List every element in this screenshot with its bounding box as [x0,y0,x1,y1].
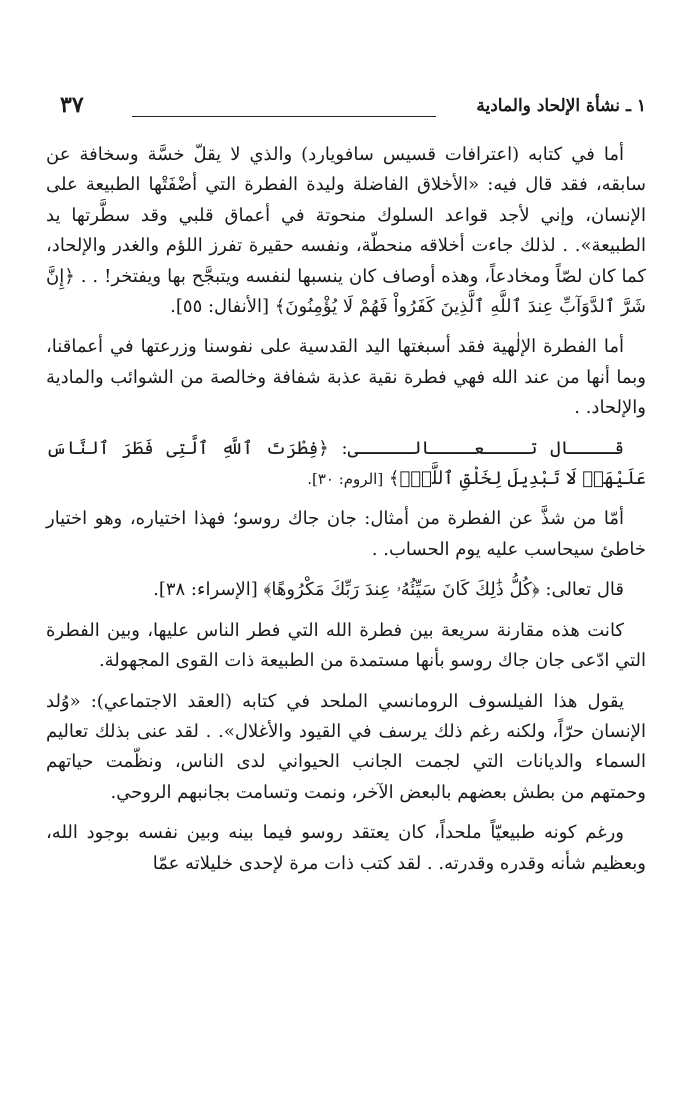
text-line: أما الفطرة الإلٰهية فقد أسبغتها اليد القدسية على نفوسنا وزرعتها في [109,336,624,358]
header-rule [132,116,436,117]
text-line: على الإنسان، وإني لأجد قواعد السلوك منحوتة في أعماق قلبي وقد سطَّرتها [46,174,646,226]
text-line: بذلك تعاليم السماء والديانات التي لجمت الجانب الحيواني لدى الناس، [46,720,646,773]
text-line: يقول هذا الفيلسوف الرومانسي الملحد في كتابه (العقد الاجتماعي): [90,690,624,712]
paragraph [46,332,646,423]
text-line: كانت هذه مقارنة سريعة بين فطرة الله التي فطر الناس عليها، وبين الفطرة [46,619,624,641]
text-line: عن سابقه، فقد قال فيه: «الأخلاق الفاضلة وليدة الفطرة التي أضْفَتْها الطبيعة [46,144,646,196]
page-header [60,92,646,122]
page-body [46,140,646,879]
quran-verse-line: قال تعالى: ﴿كُلُّ ذَٰلِكَ كَانَ سَيِّئُهُۥ عِندَ رَبِّكَ مَكْرُوهًا﴾ [الإسراء: ٣٨]. [153,579,624,601]
text-line: بجانبهم الروحي. [110,781,230,803]
text-line: أعماقنا، وبما أنها من عند الله فهي فطرة نقية عذبة شفافة وخالصة من الشوائب [46,336,646,388]
text-line: الله، وبعظيم شأنه وقدره وقدرته. . لقد كتب ذات مرة لإحدى خليلاته عمّا [46,822,646,874]
running-title: ١ ـ نشأة الإلحاد والمادية [476,96,646,116]
quran-verse-line: قــــال تــــعــــالـــــى: ﴿فِطْرَتَ ٱللَّهِ ٱلَّتِى فَطَرَ ٱلنَّاسَ عَلَيْهَاۚ لَا تَبْدِيلَ لِخَلْقِ ٱللَّهِۚ﴾ [46,437,646,490]
text-line: «وُلد الإنسان حرّاً، ولكنه رغم ذلك يرسف في القيود والأغلال». . لقد عنى [46,690,646,742]
text-line: يد الطبيعة». . لذلك جاءت أخلاقه منحطّة، ونفسه حقيرة تفرز اللؤم والغدر [46,204,646,257]
paragraph [46,140,646,322]
text-line: ونظّمت حياتهم وحمتهم من بطش بعضهم بالبعض الآخر، ونمت وتسامت [46,751,646,803]
text-line: التي ادّعى جان جاك روسو بأنها مستمدة من الطبيعة ذات القوى المجهولة. [98,650,646,672]
paragraph [46,687,646,809]
text-line: والمادية والإلحاد. . [46,366,646,419]
text-line: ورغم كونه طبيعيّاً ملحداً، كان يعتقد روسو فيما بينه وبين نفسه بوجود [86,822,624,844]
text-line: والإلحاد، كما كان لصّاً ومخادعاً، وهذه أوصاف كان ينسبها لنفسه ويتبجَّح بها [46,235,646,287]
paragraph [46,616,646,677]
text-line: ويفتخر! . . ﴿إِنَّ شَرَّ ٱلدَّوَآبِّ عِندَ ٱللَّهِ ٱلَّذِينَ كَفَرُواْ فَهُمْ لَا يُؤْمِنُونَ﴾ [الأنفال: ٥٥]. [46,265,646,318]
text-line: أمّا من شذَّ عن الفطرة من أمثال: جان جاك روسو؛ فهذا اختياره، وهو [94,508,624,530]
paragraph [46,504,646,565]
paragraph [46,575,646,605]
paragraph [46,434,646,495]
text-line: أما في كتابه (اعترافات قسيس سافويارد) والذي لا يقلّ خسَّة وسخافة [79,144,624,165]
text-line: اختيار خاطئ سيحاسب عليه يوم الحساب. . [46,508,646,560]
paragraph [46,818,646,879]
verse-reference: [الروم: ٣٠]. [307,470,384,489]
page-number: ٣٧ [60,92,84,118]
